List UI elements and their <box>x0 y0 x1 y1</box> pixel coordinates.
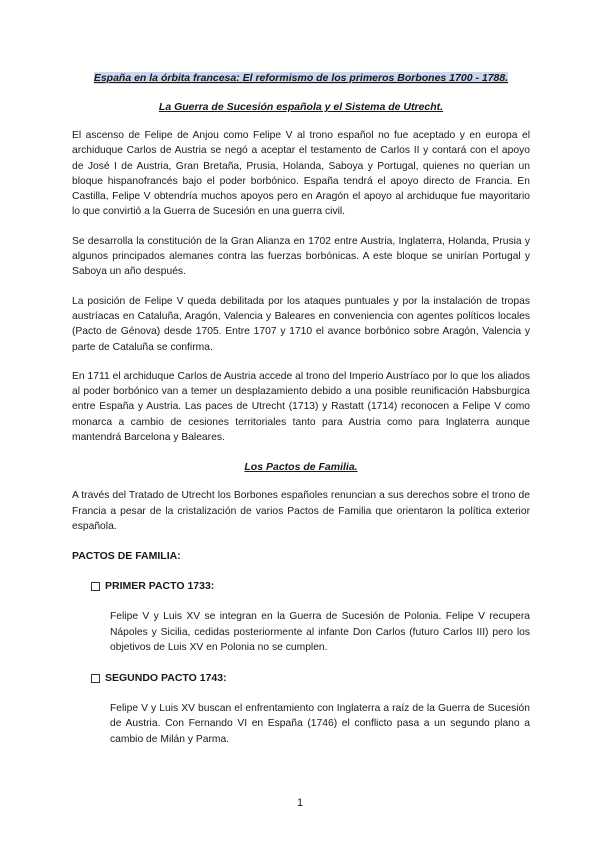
document-page <box>72 72 530 747</box>
pact-title-text: PRIMER PACTO 1733: <box>105 580 215 593</box>
pact-item-body: Felipe V y Luis XV se integran en la Guerra de Sucesión de Polonia. Felipe V recupera Nápoles y Sicilia, cedidas posteriormente al infante Don Carlos (futuro Carlos III) pero los objetivos de Luis XV en Polonia no se cumplen. <box>110 611 530 653</box>
paragraph-posicion-felipe: La posición de Felipe V queda debilitada por los ataques puntuales y por la instalación de tropas austríacas en Cataluña, Aragón, Valencia y Baleares en conveniencia con agentes políticos locales (Pacto de Génova) desde 1705. Entre 1707 y 1710 el avance borbónico sobre Aragón, Valencia y parte de Cataluña se confirma. <box>72 295 530 353</box>
checkbox-icon <box>91 674 100 683</box>
pacts-heading: PACTOS DE FAMILIA: <box>72 550 181 563</box>
paragraph-paces-utrecht: En 1711 el archiduque Carlos de Austria accede al trono del Imperio Austríaco por lo que los aliados al poder borbónico van a temer un desplazamiento debido a una posible reunificación Habsburgica entre España y Austria. Las paces de Utrecht (1713) y Rastatt (1714) reconocen a Felipe V como monarca a cambio de cesiones territoriales tanto para Austria como para Inglaterra aunque mantendrá Barcelona y Baleares. <box>72 370 530 444</box>
document-title-text: España en la órbita francesa: El reformismo de los primeros Borbones 1700 - 1788. <box>93 72 509 84</box>
pact-title-text: SEGUNDO PACTO 1743: <box>105 672 227 685</box>
checkbox-icon <box>91 582 100 591</box>
section-heading-pactos-familia: Los Pactos de Familia. <box>244 461 358 474</box>
section-heading-guerra-sucesion: La Guerra de Sucesión española y el Sistema de Utrecht. <box>158 101 444 113</box>
paragraph-ascenso-felipe: El ascenso de Felipe de Anjou como Felipe V al trono español no fue aceptado y en europa el archiduque Carlos de Austria se negó a aceptar el testamento de Carlos II y contará con el apoyo de José I de Austria, Gran Bretaña, Prusia, Holanda, Saboya y Portugal, quienes no querían un bloque hispanofrancés bajo el poder borbónico. España tendrá el apoyo directo de Francia. En Castilla, Felipe V obtendría muchos apoyos pero en Aragón el apoyo al archiduque fue mayoritario lo que convirtió a la Guerra de Sucesión en una guerra civil. <box>72 130 530 218</box>
pact-item-title <box>91 672 530 685</box>
pact-item-title <box>91 580 530 593</box>
paragraph-gran-alianza: Se desarrolla la constitución de la Gran Alianza en 1702 entre Austria, Inglaterra, Holanda, Prusia y algunos principados alemanes contra las fuerzas borbónicas. A este bloque se unirían Portugal y Saboya un año después. <box>72 235 530 278</box>
paragraph-tratado-utrecht: A través del Tratado de Utrecht los Borbones españoles renuncian a sus derechos sobre el trono de Francia a pesar de la cristalización de varios Pactos de Familia que orientaron la política exterior española. <box>72 490 530 532</box>
pact-item-body: Felipe V y Luis XV buscan el enfrentamiento con Inglaterra a raíz de la Guerra de Sucesión de Austria. Con Fernando VI en España (1746) el conflicto pasa a un segundo plano a cambio de Milán y Parma. <box>110 703 530 745</box>
document-title <box>72 72 530 85</box>
page-number: 1 <box>296 797 304 809</box>
